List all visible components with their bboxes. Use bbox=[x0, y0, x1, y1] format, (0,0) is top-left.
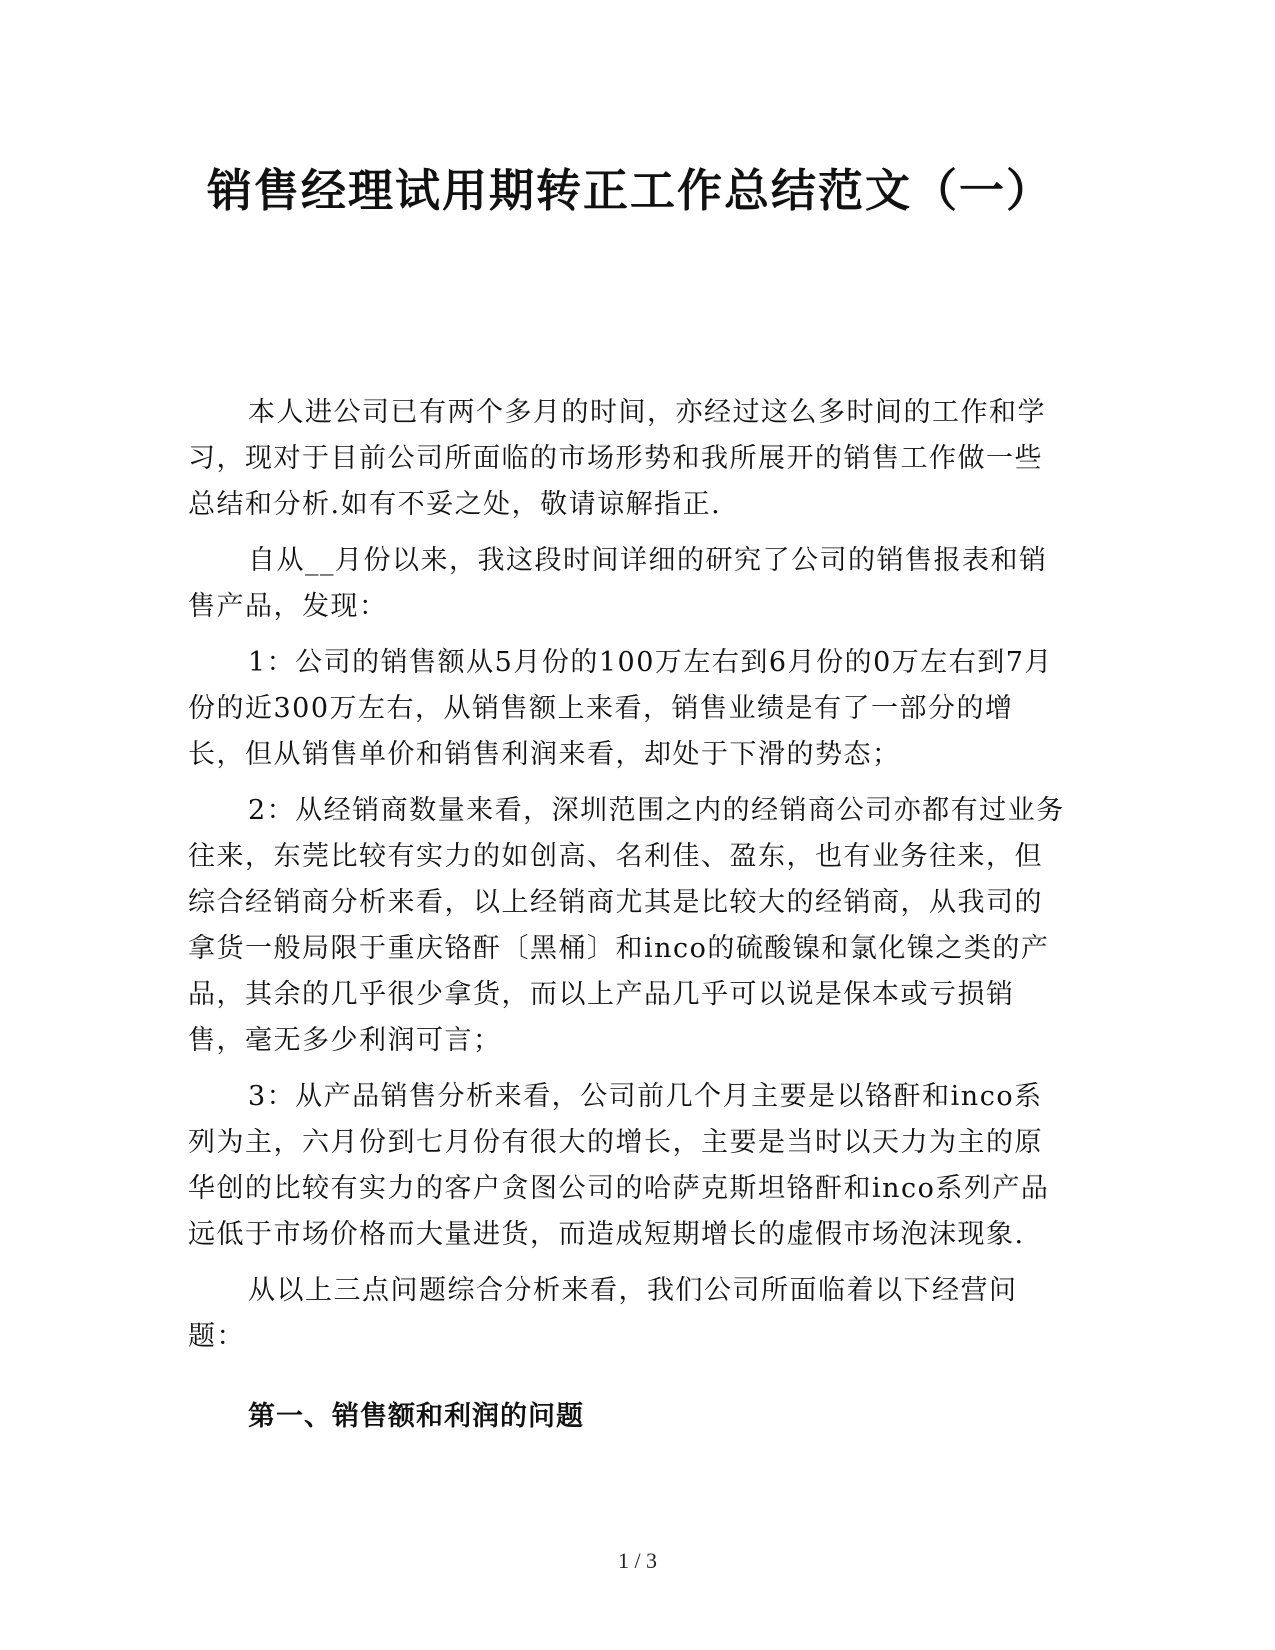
document-title: 销售经理试用期转正工作总结范文（一） bbox=[206, 164, 1053, 217]
paragraph-point-1: 1：公司的销售额从5月份的100万左右到6月份的0万左右到7月份的近300万左右，从销售额上来看，销售业绩是有了一部分的增长，但从销售单价和销售利润来看，却处于下滑的势态； bbox=[188, 647, 1053, 770]
paragraph-point-3: 3：从产品销售分析来看，公司前几个月主要是以铬酐和inco系列为主，六月份到七月份有很大的增长，主要是当时以天力为主的原华创的比较有实力的客户贪图公司的哈萨克斯坦铬酐和inco系列产品远低于市场价格而大量进货，而造成短期增长的虚假市场泡沫现象. bbox=[188, 1081, 1050, 1250]
page-number: 1 / 3 bbox=[617, 1548, 658, 1573]
paragraph-summary: 从以上三点问题综合分析来看，我们公司所面临着以下经营问题： bbox=[188, 1275, 1018, 1352]
paragraph-findings-intro: 自从__月份以来，我这段时间详细的研究了公司的销售报表和销售产品，发现： bbox=[188, 545, 1048, 622]
section-heading: 第一、销售额和利润的问题 bbox=[248, 1401, 584, 1432]
paragraph-point-2: 2：从经销商数量来看，深圳范围之内的经销商公司亦都有过业务往来，东莞比较有实力的如创高、名利佳、盈东，也有业务往来，但综合经销商分析来看，以上经销商尤其是比较大的经销商，从我司的拿货一般局限于重庆铬酐〔黑桶〕和inco的硫酸镍和氯化镍之类的产品，其余的几乎很少拿货，而以上产品几乎可以说是保本或亏损销售，毫无多少利润可言； bbox=[188, 795, 1065, 1056]
document-body bbox=[188, 390, 1068, 1440]
paragraph-intro: 本人进公司已有两个多月的时间，亦经过这么多时间的工作和学习，现对于目前公司所面临的市场形势和我所展开的销售工作做一些总结和分析.如有不妥之处，敬请谅解指正. bbox=[188, 397, 1046, 520]
